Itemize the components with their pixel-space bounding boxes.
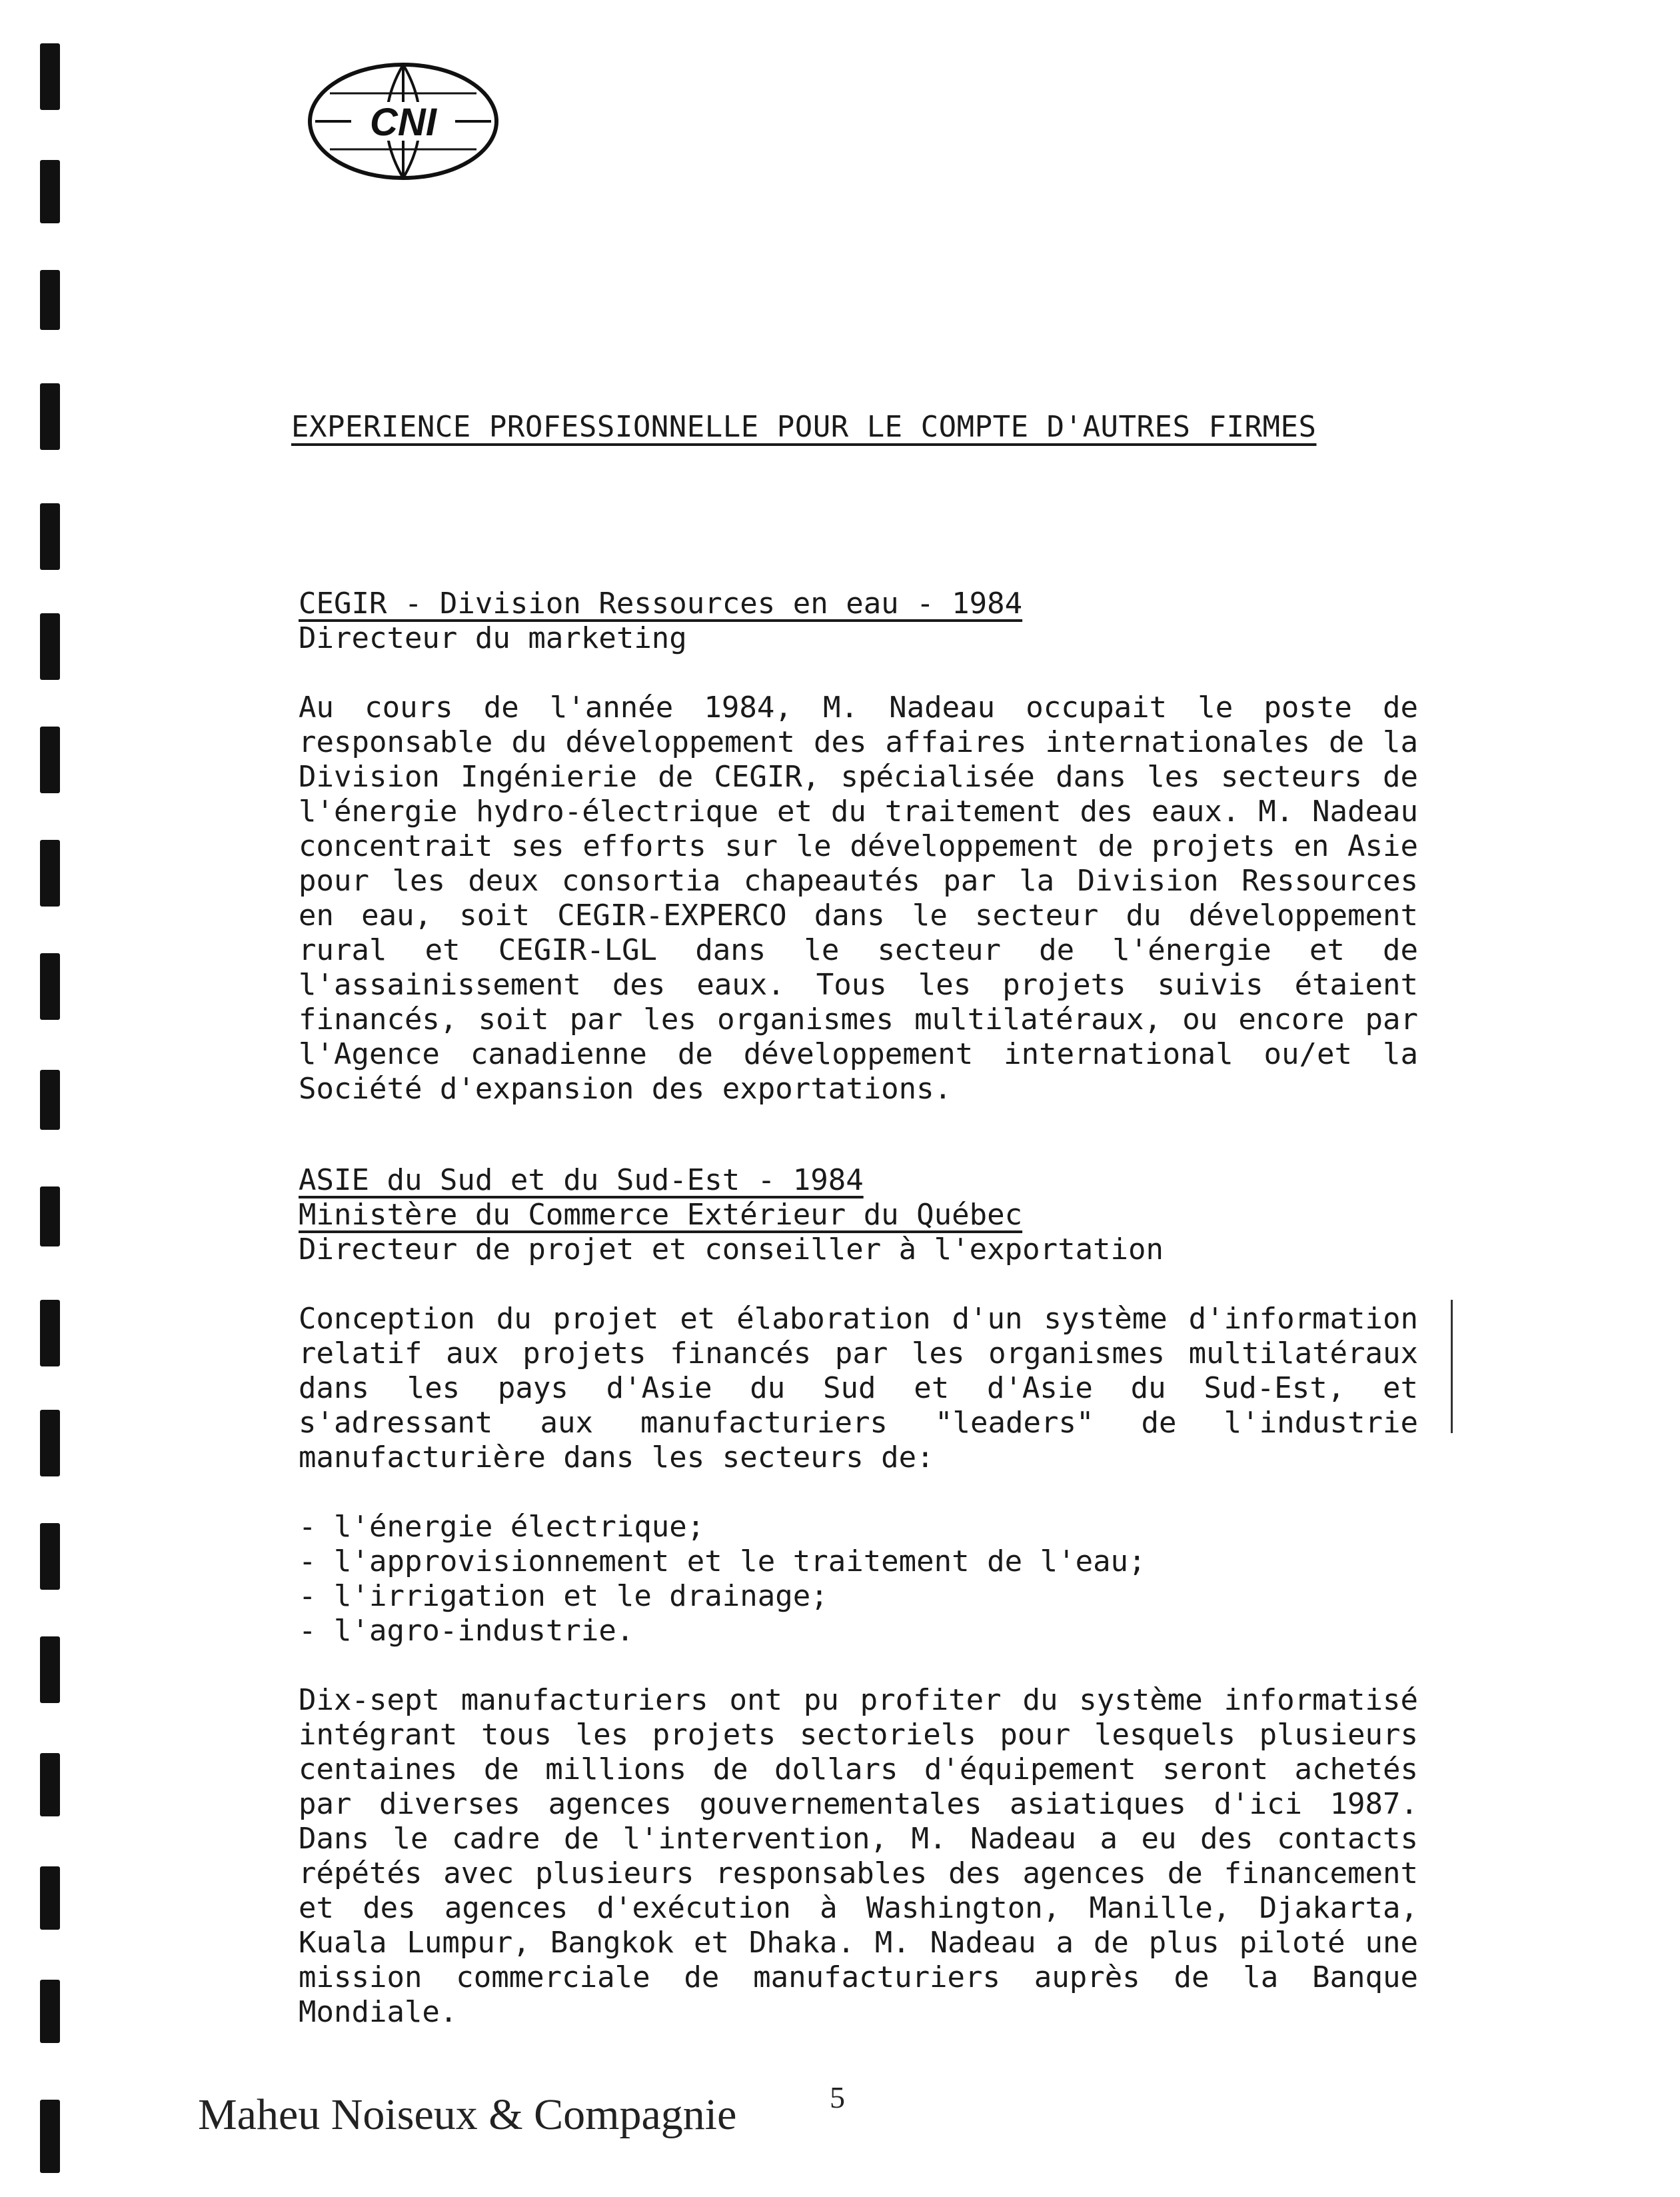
svg-text:CNI: CNI: [370, 101, 436, 144]
section-paragraph-2: Dix-sept manufacturiers ont pu profiter du système informatisé intégrant tous les projets sectoriels pour lesquels plusieurs centaines de millions de dollars d'équipement seront achetés par diverses agences gouvernementales asiatiques d'ici 1987. Dans le cadre de l'intervention, M. Nadeau a eu des contacts répétés avec plusieurs responsables des agences de financement et des agences d'exécution à Washington, Manille, Djakarta, Kuala Lumpur, Bangkok et Dhaka. M. Nadeau a de plus piloté une mission commerciale de manufacturiers auprès de la Banque Mondiale.: [299, 1683, 1418, 2029]
margin-mark: [1451, 1300, 1453, 1433]
sector-list: [299, 1510, 1418, 1648]
section-title: ASIE du Sud et du Sud-Est - 1984: [299, 1163, 864, 1197]
section-subtitle: Ministère du Commerce Extérieur du Québec: [299, 1198, 1023, 1232]
section-title: CEGIR - Division Ressources en eau - 1984: [299, 587, 1023, 621]
section-paragraph: Au cours de l'année 1984, M. Nadeau occupait le poste de responsable du développement des affaires internationales de la Division Ingénierie de CEGIR, spécialisée dans les secteurs de l'énergie hydro-électrique et du traitement des eaux. M. Nadeau concentrait ses efforts sur le développement de projets en Asie pour les deux consortia chapeautés par la Division Ressources en eau, soit CEGIR-EXPERCO dans le secteur du développement rural et CEGIR-LGL dans le secteur de l'énergie et de l'assainissement des eaux. Tous les projets suivis étaient financés, soit par les organismes multilatéraux, ou encore par l'Agence canadienne de développement international ou/et la Société d'expansion des exportations.: [299, 691, 1418, 1106]
section-role: Directeur de projet et conseiller à l'exportation: [299, 1232, 1164, 1266]
list-item: - l'approvisionnement et le traitement de l'eau;: [299, 1544, 1418, 1579]
section-paragraph: Conception du projet et élaboration d'un système d'information relatif aux projets financés par les organismes multilatéraux dans les pays d'Asie du Sud et d'Asie du Sud-Est, et s'adressant aux manufacturiers "leaders" de l'industrie manufacturière dans les secteurs de:: [299, 1302, 1418, 1474]
section-cegir: [299, 587, 1418, 1106]
page-number: 5: [830, 2080, 845, 2114]
section-asie: [299, 1163, 1418, 2030]
list-item: - l'énergie électrique;: [299, 1510, 1418, 1544]
section-role: Directeur du marketing: [299, 621, 687, 655]
list-item: - l'agro-industrie.: [299, 1614, 1418, 1648]
list-item: - l'irrigation et le drainage;: [299, 1579, 1418, 1614]
page-heading: EXPERIENCE PROFESSIONNELLE POUR LE COMPTE D'AUTRES FIRMES: [291, 410, 1317, 444]
cni-logo: [303, 57, 503, 187]
footer-company: Maheu Noiseux & Compagnie: [198, 2090, 737, 2139]
